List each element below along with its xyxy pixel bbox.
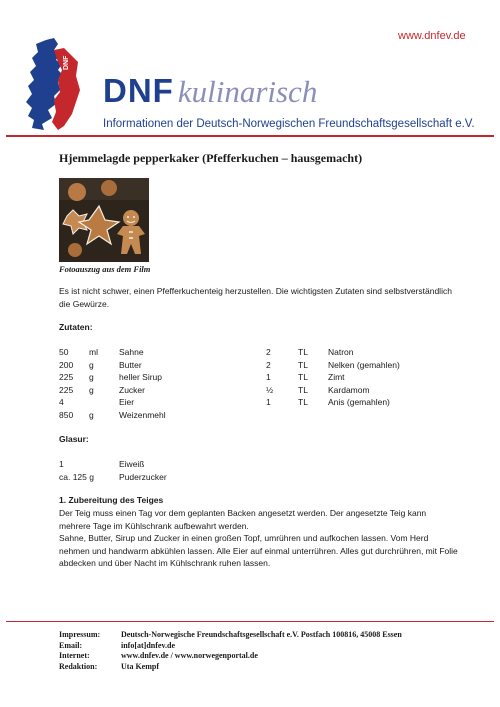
ingredient-amount: 225: [59, 372, 74, 382]
ingredient-amount: 850: [59, 409, 74, 420]
glaze-heading: Glasur:: [59, 434, 89, 444]
ingredient-amount: 50: [59, 347, 69, 357]
spice-unit: TL: [298, 397, 308, 407]
glaze-name: Puderzucker: [119, 471, 167, 482]
spice-amount: ½: [266, 384, 274, 395]
spice-name: Kardamom: [328, 384, 370, 395]
ingredient-name: Weizenmehl: [119, 409, 166, 420]
ingredient-name: Zucker: [119, 384, 145, 395]
ingredient-unit: g: [89, 409, 94, 420]
impressum-label: Impressum:: [59, 630, 101, 639]
ingredient-unit: g: [89, 384, 94, 395]
website-url[interactable]: www.dnfev.de: [398, 30, 466, 42]
redaktion-value: Uta Kempf: [121, 661, 159, 671]
ingredient-unit: ml: [89, 347, 98, 357]
ingredient-amount: 225: [59, 384, 74, 395]
step1-paragraph-1: Der Teig muss einen Tag vor dem geplanten Backen angesetzt werden. Der angesetzte Teig kann mehrere Tage im Kühlschrank aufbewahrt werden.: [59, 508, 427, 531]
spice-amount: 2: [266, 359, 271, 370]
spice-unit: TL: [298, 384, 308, 395]
footer-imprint: [59, 630, 402, 672]
ingredient-unit: g: [89, 372, 94, 382]
spice-name: Natron: [328, 347, 354, 357]
ingredient-name: Eier: [119, 397, 135, 407]
spice-unit: TL: [298, 372, 308, 382]
glaze-amount: 1: [59, 459, 64, 469]
ingredient-amount: 200: [59, 359, 74, 370]
impressum-value: Deutsch-Norwegische Freundschaftsgesellschaft e.V. Postfach 100816, 45008 Essen: [121, 630, 402, 639]
spice-unit: TL: [298, 347, 308, 357]
brand-title: [103, 72, 317, 110]
glaze-amount: ca. 125 g: [59, 471, 94, 482]
photo-caption: Fotoauszug aus dem Film: [59, 264, 151, 274]
spice-amount: 1: [266, 397, 271, 407]
internet-label: Internet:: [59, 651, 90, 660]
email-value[interactable]: info[at]dnfev.de: [121, 640, 175, 650]
spice-name: Anis (gemahlen): [328, 397, 390, 407]
ingredient-name: heller Sirup: [119, 372, 162, 382]
ingredient-amount: 4: [59, 397, 64, 407]
gingerbread-photo: [59, 178, 149, 262]
ingredient-unit: g: [89, 359, 94, 370]
brand-dnf: DNF: [103, 72, 174, 109]
dnf-logo-norway-map: [24, 36, 90, 132]
step1-heading: 1. Zubereitung des Teiges: [59, 495, 164, 505]
ingredients-heading: Zutaten:: [59, 322, 93, 332]
glaze-name: Eiweiß: [119, 459, 145, 469]
header-divider: [6, 135, 494, 137]
logo-dnf-text: DNF: [63, 55, 70, 70]
step1-paragraph-2: Sahne, Butter, Sirup und Zucker in einen großen Topf, umrühren und aufkochen lassen. Vom Herd nehmen und handwarm abkühlen lassen. Alle Eier auf einmal unterrühren. Alles gut durchrühren, mit Folie abdecken und über Nacht im Kühlschrank ruhen lassen.: [59, 533, 458, 568]
spice-amount: 1: [266, 372, 271, 382]
ingredient-name: Butter: [119, 359, 142, 370]
spice-amount: 2: [266, 347, 271, 357]
spice-name: Nelken (gemahlen): [328, 359, 400, 370]
redaktion-label: Redaktion:: [59, 661, 98, 671]
tagline: Informationen der Deutsch-Norwegischen Freundschaftsgesellschaft e.V.: [103, 118, 475, 130]
footer-divider: [6, 621, 494, 622]
spice-name: Zimt: [328, 372, 345, 382]
brand-kulinarisch: kulinarisch: [177, 74, 318, 109]
spice-unit: TL: [298, 359, 308, 370]
ingredient-name: Sahne: [119, 347, 144, 357]
intro-paragraph: Es ist nicht schwer, einen Pfefferkuchenteig herzustellen. Die wichtigsten Zutaten sind selbstverständlich die Gewürze.: [59, 286, 452, 309]
internet-value[interactable]: www.dnfev.de / www.norwegenportal.de: [121, 651, 258, 660]
article-title: Hjemmelagde pepperkaker (Pfefferkuchen – hausgemacht): [59, 151, 363, 165]
email-label: Email:: [59, 640, 83, 650]
